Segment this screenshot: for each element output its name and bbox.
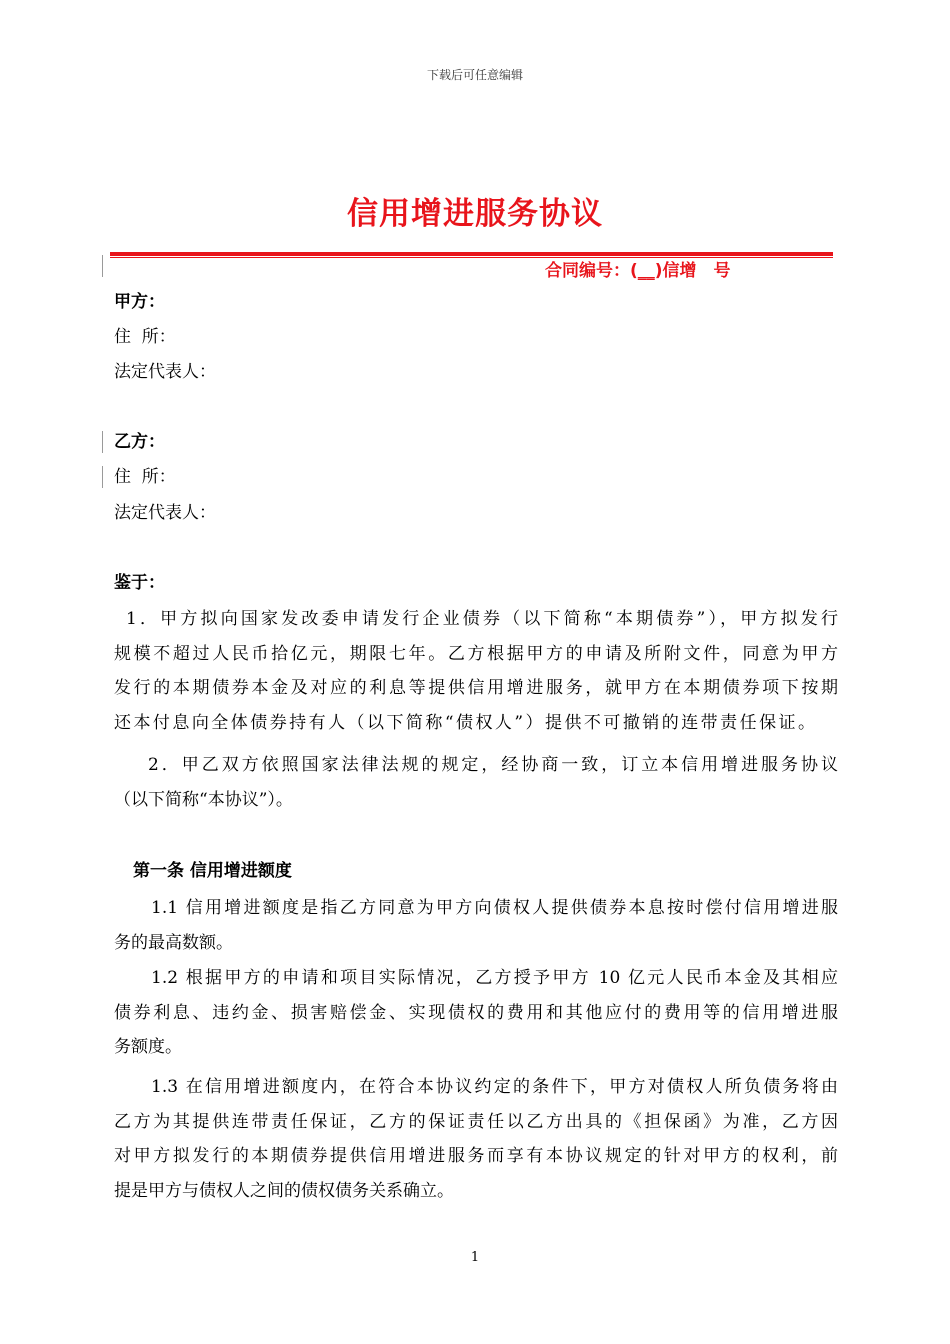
article-1-heading: 第一条 信用增进额度 xyxy=(133,861,292,881)
clause-1-3-line: 1.3 在信用增进额度内，在符合本协议约定的条件下，甲方对债权人所负债务将由 xyxy=(151,1077,838,1097)
recital-item-2-line: 2．甲乙双方依照国家法律法规的规定，经协商一致，订立本信用增进服务协议 xyxy=(148,755,838,775)
contract-number-prefix: 合同编号：( xyxy=(545,261,638,281)
margin-mark xyxy=(102,255,103,277)
party-b-rep-label: 法定代表人： xyxy=(114,503,216,523)
document-title: 信用增进服务协议 xyxy=(347,196,603,232)
clause-1-2-line: 债券利息、违约金、损害赔偿金、实现债权的费用和其他应付的费用等的信用增进服 xyxy=(114,1002,838,1023)
recital-item-1-line: 规模不超过人民币拾亿元，期限七年。乙方根据甲方的申请及所附文件，同意为甲方 xyxy=(114,643,838,664)
clause-1-3-line: 对甲方拟发行的本期债券提供信用增进服务而享有本协议规定的针对甲方的权利，前 xyxy=(114,1146,838,1167)
recitals-heading: 鉴于： xyxy=(114,573,165,593)
party-a-address-label: 住 所： xyxy=(114,327,176,347)
clause-1-1-line: 务的最高数额。 xyxy=(114,932,233,953)
contract-number xyxy=(545,256,731,281)
party-a-label: 甲方： xyxy=(114,292,165,312)
contract-number-suffix: )信增 号 xyxy=(654,261,731,281)
margin-mark xyxy=(102,431,103,453)
clause-1-3-line: 乙方为其提供连带责任保证，乙方的保证责任以乙方出具的《担保函》为准，乙方因 xyxy=(114,1111,838,1132)
party-b-address-label: 住 所： xyxy=(114,467,176,487)
recital-item-1-line: 发行的本期债券本金及对应的利息等提供信用增进服务，就甲方在本期债券项下按期 xyxy=(114,678,838,699)
clause-1-3-line: 提是甲方与债权人之间的债权债务关系确立。 xyxy=(114,1180,454,1201)
recital-item-2-line: （以下简称“本协议”）。 xyxy=(114,789,293,810)
recital-item-1-line: 1．甲方拟向国家发改委申请发行企业债券（以下简称“本期债券”），甲方拟发行 xyxy=(126,609,838,629)
recital-item-1-line: 还本付息向全体债券持有人（以下简称“债权人”）提供不可撤销的连带责任保证。 xyxy=(114,712,815,733)
party-b-label: 乙方： xyxy=(114,432,165,452)
clause-1-1-line: 1.1 信用增进额度是指乙方同意为甲方向债权人提供债券本息按时偿付信用增进服 xyxy=(151,898,838,918)
clause-1-2-line: 务额度。 xyxy=(114,1037,182,1058)
header-note: 下载后可任意编辑 xyxy=(426,68,523,82)
clause-1-1 xyxy=(114,891,838,960)
clause-1-2 xyxy=(114,961,838,1065)
party-a-rep-label: 法定代表人： xyxy=(114,362,216,382)
clause-1-2-line: 1.2 根据甲方的申请和项目实际情况，乙方授予甲方 10 亿元人民币本金及其相应 xyxy=(151,968,838,988)
contract-number-blank: __ xyxy=(637,261,655,281)
recital-item-2 xyxy=(114,748,838,817)
clause-1-3 xyxy=(114,1070,838,1208)
page-number: 1 xyxy=(470,1250,480,1265)
recital-item-1 xyxy=(114,602,838,740)
margin-mark xyxy=(102,466,103,488)
